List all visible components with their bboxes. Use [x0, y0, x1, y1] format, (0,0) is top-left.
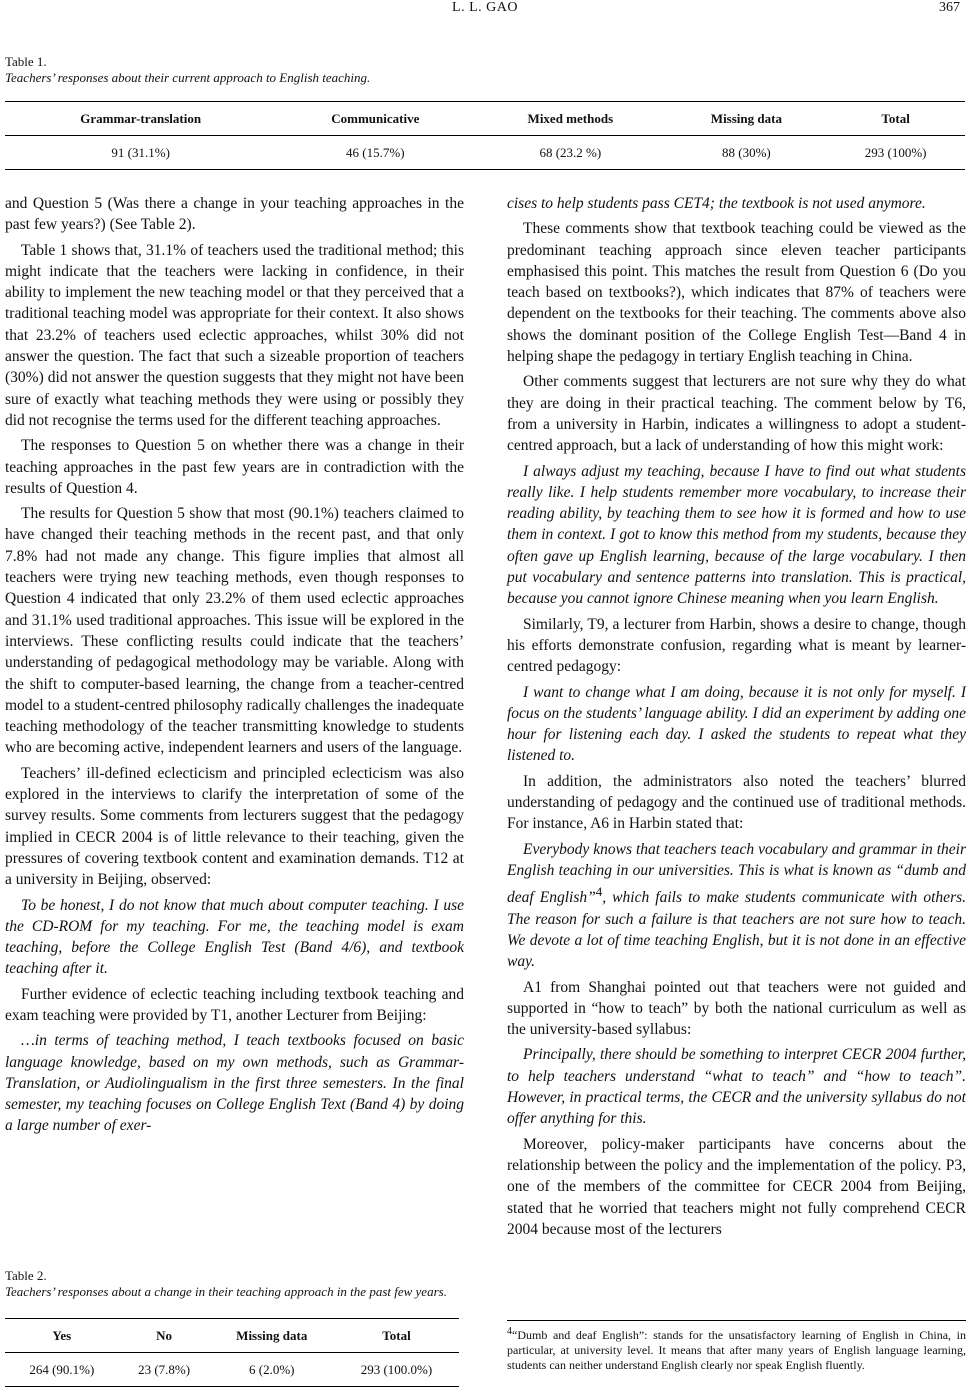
- footnote-text: “Dumb and deaf English”: stands for the unsatisfactory learning of English in China, in particular, at university level. It means that after many years of English language learning, students can neither understand English clearly nor speak English fluently.: [507, 1328, 966, 1372]
- paragraph: The results for Question 5 show that most (90.1%) teachers claimed to have changed their teaching methods in the recent past, and that only 7.8% had not made any change. This figure implies that almost all teachers were trying new teaching methods, even though responses to Question 4 indicated that only 23.2% of them used eclectic approaches and 31.1% used traditional approaches. This issue will be explored in the interviews. These conflicting results could indicate that the teachers’ understanding of pedagogical methodology may be variable. Along with the shift to computer-based learning, the change from a teacher-centred model to a student-centred philosophy radically challenges the inadequate teaching methodology of the teacher transmitting knowledge to students who are becoming active, independent learners and users of the language.: [5, 505, 464, 757]
- quote-a6-part1: Everybody knows that teachers teach vocabulary and grammar in their English teaching in our universities. This is what is known as “dumb and deaf English”: [507, 840, 966, 907]
- quote-t1: …in terms of teaching method, I teach textbooks focused on basic language knowledge, based on my own methods, such as Grammar-Translation, or Audiolingualism in the first three semesters. In the final semester, my teaching focuses on College English Text (Band 4) by doing a large number of exer-: [5, 1032, 464, 1135]
- table1-header-row: [5, 102, 965, 136]
- table2-header-cell: Yes: [52, 1327, 72, 1343]
- right-column: [507, 193, 966, 1244]
- table1-header-cell: Total: [881, 110, 910, 126]
- quote-t6: I always adjust my teaching, because I have to find out what students really like. I help students remember more vocabulary, to increase their reading ability, by teaching them to see how it is formed and how to use them in context. I got to know this method from my students, because they often gave up English learning, because of the large vocabulary. I then put vocabulary and sentence patterns into translation. This is practical, because you cannot ignore Chinese meaning when you learn English.: [507, 462, 966, 608]
- table2-row: [5, 1353, 459, 1387]
- table1-cell: 68 (23.2 %): [539, 144, 602, 160]
- table2-header-cell: Total: [382, 1327, 411, 1343]
- table1-cell: 293 (100%): [864, 144, 927, 160]
- quote-t1-continued: cises to help students pass CET4; the textbook is not used anymore.: [507, 195, 926, 212]
- table2-cell: 6 (2.0%): [249, 1361, 295, 1377]
- quote-t9: I want to change what I am doing, because it is not only for myself. I focus on the students’ language ability. I did an experiment by adding one hour for listening each day. I asked the students to repeat what they listened to.: [507, 683, 966, 765]
- footnote-number: 4: [507, 1326, 512, 1337]
- table1-header-cell: Missing data: [710, 110, 782, 126]
- quote-a6: [507, 839, 966, 973]
- paragraph: Similarly, T9, a lecturer from Harbin, shows a desire to change, though his efforts demonstrate confusion, regarding what is meant by learner-centred pedagogy:: [507, 615, 966, 676]
- table2-label: Table 2.: [5, 1268, 47, 1283]
- table1-cell: 46 (15.7%): [346, 144, 405, 160]
- table1-header-cell: Grammar-translation: [80, 110, 202, 126]
- table1-cell: 91 (31.1%): [111, 144, 170, 160]
- running-header: [0, 0, 970, 24]
- table2-header-cell: No: [156, 1327, 173, 1343]
- paragraph: Table 1 shows that, 31.1% of teachers used the traditional method; this might indicate that the teachers were lacking in confidence, in their ability to implement the new teaching model or that they perceived that a traditional teaching model was appropriate for their context. It also shows that 23.2% of teachers used eclectic approaches, whilst 30% did not answer the question. The fact that such a sizeable proportion of teachers (30%) did not answer the question suggests that they might not have been sure of exactly what teaching methods they were using or possibly they did not recognise the terms used for the different teaching approaches.: [5, 241, 464, 429]
- left-column: [5, 193, 464, 1141]
- quote-a6-part2: , which fails to make students communicate with others. The reason for such a failure is that teachers are not sure how to teach. We devote a lot of time teaching English, but it is not done in an effective way.: [507, 889, 967, 971]
- page-number: 367: [939, 0, 960, 15]
- table2-cell: 23 (7.8%): [138, 1361, 191, 1377]
- table1-caption: [5, 54, 370, 86]
- paragraph: and Question 5 (Was there a change in your teaching approaches in the past few years?) (See Table 2).: [5, 195, 464, 234]
- paragraph: A1 from Shanghai pointed out that teachers were not guided and supported in “how to teach” by both the national curriculum as well as the university-based syllabus:: [507, 978, 966, 1039]
- table1-row: [5, 136, 965, 170]
- footnote: [507, 1320, 966, 1373]
- paragraph: In addition, the administrators also noted the teachers’ blurred understanding of pedagogy and the continued use of traditional methods. For instance, A6 in Harbin stated that:: [507, 772, 966, 833]
- table2: [5, 1318, 459, 1387]
- quote-t12: To be honest, I do not know that much about computer teaching. I use the CD-ROM for my teaching. For me, the teaching model is exam teaching, before the College English Test (Band 4/6), and textbook teaching after it.: [5, 896, 464, 978]
- table2-cell: 293 (100.0%): [360, 1361, 433, 1377]
- table1-header-cell: Mixed methods: [527, 110, 614, 126]
- paragraph: Teachers’ ill-defined eclecticism and principled eclecticism was also explored in the interviews to clarify the interpretation of some of the survey results. Some comments from lecturers suggest that the pedagogy implied in CECR 2004 is of little relevance to their teaching, given the pressures of covering textbook content and examination demands. T12 at a university in Beijing, observed:: [5, 764, 464, 889]
- paragraph: The responses to Question 5 on whether there was a change in their teaching approaches in the past few years are in contradiction with the results of Question 4.: [5, 437, 464, 497]
- table1: [5, 101, 965, 170]
- table2-header-row: [5, 1319, 459, 1353]
- paragraph: These comments show that textbook teaching could be viewed as the predominant teaching approach since eleven teacher participants emphasised this point. This matches the result from Question 6 (Do you teach based on textbooks?), which indicates that 87% of teachers were dependent on the textbooks for their teaching. The comments above also shows the dominant position of the College English Test—Band 4 in helping shape the pedagogy in tertiary English teaching in China.: [507, 220, 966, 366]
- table1-label: Table 1.: [5, 54, 47, 69]
- table2-header-cell: Missing data: [236, 1327, 308, 1343]
- quote-a1: Principally, there should be something to interpret CECR 2004 further, to help teachers understand “what to teach” and “how to teach”. However, in practical terms, the CECR and the university syllabus do not offer anything for this.: [507, 1046, 966, 1128]
- table1-header-cell: Communicative: [331, 110, 420, 126]
- paragraph: Further evidence of eclectic teaching including textbook teaching and exam teaching were provided by T1, another Lecturer from Beijing:: [5, 985, 464, 1024]
- paragraph: Moreover, policy-maker participants have concerns about the relationship between the policy and the implementation of the policy. P3, one of the members of the committee for CECR 2004 from Beijing, stated that he worried that teachers might not fully comprehend CECR 2004 because most of the lecturers: [507, 1135, 966, 1238]
- paragraph: Other comments suggest that lecturers are not sure why they do what they are doing in their practical teaching. The comment below by T6, from a university in Harbin, indicates a willingness to adopt a student-centred approach, but a lack of understanding of how this might work:: [507, 373, 966, 455]
- table2-cell: 264 (90.1%): [29, 1361, 95, 1377]
- table2-caption: [5, 1268, 464, 1300]
- running-title: L. L. GAO: [452, 0, 518, 15]
- table2-title: Teachers’ responses about a change in their teaching approach in the past few years.: [5, 1284, 447, 1299]
- table1-title: Teachers’ responses about their current approach to English teaching.: [5, 70, 371, 85]
- table1-cell: 88 (30%): [722, 144, 771, 160]
- footnote-marker: 4: [595, 884, 603, 900]
